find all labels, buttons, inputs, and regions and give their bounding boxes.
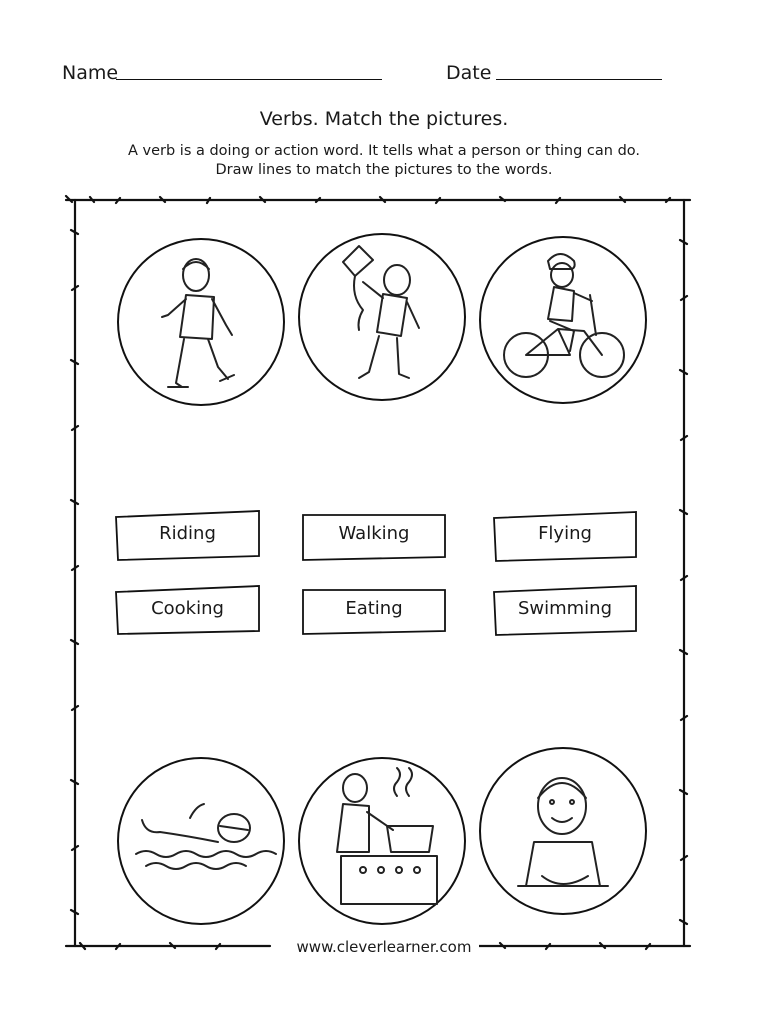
page-title: Verbs. Match the pictures.: [259, 108, 509, 130]
footer-url: [0, 938, 768, 956]
date-label: Date: [446, 62, 492, 84]
boy-flying-kite-icon[interactable]: [297, 232, 467, 402]
word-swimming[interactable]: Swimming: [517, 598, 613, 619]
word-riding[interactable]: Riding: [159, 523, 216, 544]
name-label: Name: [62, 62, 119, 84]
swimmer-icon[interactable]: [116, 756, 286, 926]
walking-boy-icon[interactable]: [116, 237, 286, 407]
girl-riding-bicycle-icon[interactable]: [478, 235, 648, 405]
boy-cooking-icon[interactable]: [297, 756, 467, 926]
footer-url-text: www.cleverlearner.com: [289, 938, 480, 956]
word-cooking[interactable]: Cooking: [151, 598, 224, 619]
word-walking[interactable]: Walking: [338, 523, 410, 544]
word-flying[interactable]: Flying: [538, 523, 592, 544]
girl-eating-icon[interactable]: [478, 746, 648, 916]
instruction-line-2: Draw lines to match the pictures to the words.: [215, 162, 553, 178]
word-eating[interactable]: Eating: [345, 598, 403, 619]
instruction-line-1: A verb is a doing or action word. It tells what a person or thing can do.: [127, 143, 640, 159]
